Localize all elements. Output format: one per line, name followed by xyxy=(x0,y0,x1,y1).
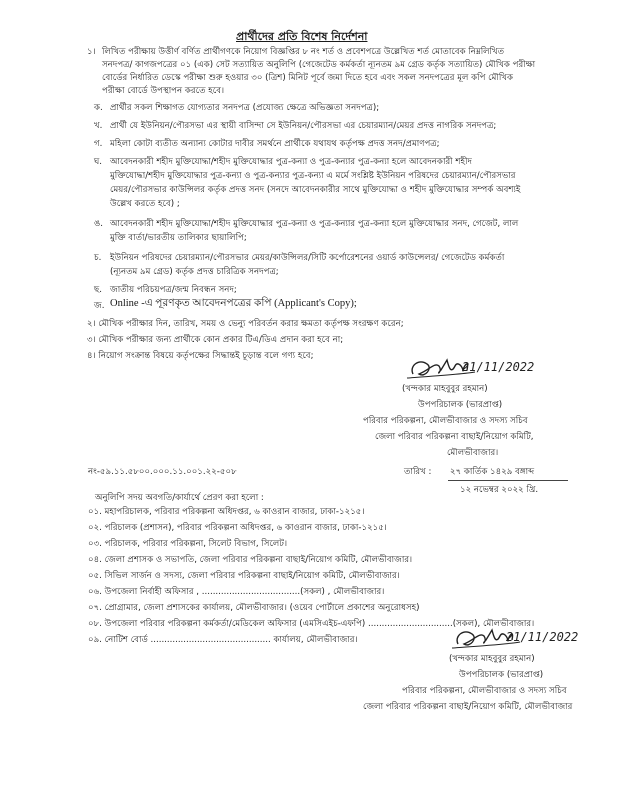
item-label: জ. xyxy=(94,301,105,311)
item-label: ছ. xyxy=(94,285,102,295)
item-line: প্রার্থীর সকল শিক্ষাগত যোগ্যতার সনদপত্র (প্রযোজ্য ক্ষেত্রে অভিজ্ঞতা সনদপত্র); xyxy=(110,103,380,113)
item-line: মুক্তিযোদ্ধা/শহীদ মুক্তিযোদ্ধার পুত্র-কন্যা ও পুত্র-কন্যার পুত্র-কন্যা এ মর্মে সংশ্লিষ্ট ইউনিয়ন পরিষদের চেয়ারম্যান/পৌরসভার xyxy=(110,171,516,181)
item-line: প্রার্থী যে ইউনিয়ন/পৌরসভা এর স্থায়ী বাসিন্দা সে ইউনিয়ন/পৌরসভা এর চেয়ারম্যান/মেয়র প্রদত্ত নাগরিক সনদপত্র; xyxy=(110,121,497,131)
item-line: মহিলা কোটা ব্যতীত অন্যান্য কোটার দাবীর সমর্থনে প্রার্থীকে যথাযথ কর্তৃপক্ষ প্রদত্ত সনদ/প্রমাণপত্র; xyxy=(110,139,440,149)
para2: ২। মৌখিক পরীক্ষার দিন, তারিখ, সময় ও ভেন্যু পরিবর্তন করার ক্ষমতা কর্তৃপক্ষ সংরক্ষণ করেন; xyxy=(87,319,404,329)
copy-item: ০৪. জেলা প্রশাসক ও সভাপতি, জেলা পরিবার পরিকল্পনা বাছাই/নিয়োগ কমিটি, মৌলভীবাজার। xyxy=(88,555,413,565)
copy-item: ০৭. প্রোগ্রামার, জেলা প্রশাসকের কার্যালয়, মৌলভীবাজার। (ওয়েব পোর্টালে প্রকাশের অনুরোধসহ) xyxy=(88,603,420,613)
copy-intro: অনুলিপি সদয় অবগতি/কার্যার্থে প্রেরণ করা হলো : xyxy=(95,493,264,503)
item-line: মুক্তি বার্তা/ভারতীয় তালিকার ছায়ালিপি; xyxy=(110,233,247,243)
item-line: আবেদনকারী শহীদ মুক্তিযোদ্ধা/শহীদ মুক্তিযোদ্ধার পুত্র-কন্যা ও পুত্র-কন্যার পুত্র-কন্যা হলে মুক্তিযোদ্ধার সনদ, গেজেট, লাল xyxy=(110,219,519,229)
para4: ৪। নিয়োগ সংক্রান্ত বিষয়ে কর্তৃপক্ষের সিদ্ধান্তই চূড়ান্ত বলে গণ্য হবে; xyxy=(87,351,314,361)
item-label: গ. xyxy=(94,139,103,149)
para1-line: লিখিত পরীক্ষায় উত্তীর্ণ বর্ণিত প্রার্থীগণকে নিয়োগ বিজ্ঞপ্তির ৮ নং শর্ত ও প্রবেশপত্রে উল্লেখিত শর্ত মোতাবেক নিম্নলিখিত xyxy=(102,47,505,57)
item-label: খ. xyxy=(94,121,103,131)
item-line: (ন্যূনতম ৯ম গ্রেড) কর্তৃক প্রদত্ত চারিত্রিক সনদপত্র; xyxy=(110,267,279,277)
para3: ৩। মৌখিক পরীক্ষার জন্য প্রার্থীকে কোন প্রকার টিএ/ডিএ প্রদান করা হবে না; xyxy=(87,335,344,345)
signatory-org: পরিবার পরিকল্পনা, মৌলভীবাজার ও সদস্য সচিব xyxy=(363,416,528,426)
para1-number: ১। xyxy=(87,47,96,57)
item-label: ঘ. xyxy=(94,157,103,167)
item-line: মেয়র/পৌরসভার কাউন্সিলর কর্তৃক প্রদত্ত সনদ (সনদে আবেদনকারীর সাথে মুক্তিযোদ্ধা ও শহীদ মুক্তিযোদ্ধার সম্পর্ক অবশ্যই xyxy=(110,185,521,195)
date-bangla: ২৭ কার্তিক ১৪২৯ বঙ্গাব্দ xyxy=(450,467,535,477)
signature-date: 21/11/2022 xyxy=(506,630,579,644)
memo-number: নং-৫৯.১১.৫৮০০.০০০.১১.০০১.২২-৫০৮ xyxy=(88,467,237,477)
signatory-committee: জেলা পরিবার পরিকল্পনা বাছাই/নিয়োগ কমিটি, xyxy=(375,432,534,442)
signatory-committee: জেলা পরিবার পরিকল্পনা বাছাই/নিয়োগ কমিটি, মৌলভীবাজার xyxy=(363,702,573,712)
date-label: তারিখ : xyxy=(404,467,432,477)
para1-line: পরীক্ষা বোর্ডে উপস্থাপন করতে হবে। xyxy=(102,86,225,96)
date-divider xyxy=(448,480,568,481)
copy-item: ০৩. পরিচালক, পরিবার পরিকল্পনা, সিলেট বিভাগ, সিলেট। xyxy=(88,539,288,549)
signatory-designation: উপপরিচালক (ভারপ্রাপ্ত) xyxy=(459,670,544,680)
item-line: ইউনিয়ন পরিষদের চেয়ারম্যান/পৌরসভার মেয়র/কাউন্সিলর/সিটি কর্পোরেশনের ওয়ার্ড কাউন্সেলর/ গেজেটেড কর্মকর্তা xyxy=(110,253,505,263)
item-label: ক. xyxy=(94,103,103,113)
copy-item: ০৫. সিভিল সার্জন ও সদস্য, জেলা পরিবার পরিকল্পনা বাছাই/নিয়োগ কমিটি, মৌলভীবাজার। xyxy=(88,571,400,581)
item-line: Online -এ পূরণকৃত আবেদনপত্রের কপি (Applicant's Copy); xyxy=(110,298,357,309)
para1-line: বোর্ডের নির্ধারিত ডেস্কে পরীক্ষা শুরু হওয়ার ৩০ (ত্রিশ) মিনিট পূর্বে জমা দিতে হবে এবং সকল সনদপত্রের মূল কপি মৌখিক xyxy=(102,73,513,83)
item-line: জাতীয় পরিচয়পত্র/জন্ম নিবন্ধন সনদ; xyxy=(110,285,237,295)
item-line: উল্লেখ করতে হবে) ; xyxy=(110,199,180,209)
item-label: ঙ. xyxy=(94,219,104,229)
signature-date: 21/11/2022 xyxy=(462,360,535,374)
item-line: আবেদনকারী শহীদ মুক্তিযোদ্ধা/শহীদ মুক্তিযোদ্ধার পুত্র-কন্যা ও পুত্র-কন্যার পুত্র-কন্যা হলে আবেদনকারী শহীদ xyxy=(110,157,472,167)
copy-item: ০২. পরিচালক (প্রশাসন), পরিবার পরিকল্পনা অধিদপ্তর, ৬ কাওরান বাজার, ঢাকা-১২১৫। xyxy=(88,523,387,533)
date-english: ১২ নভেম্বর ২০২২ খ্রি. xyxy=(460,485,539,495)
copy-item: ০৬. উপজেলা নির্বাহী অফিসার , ....................................(সকল) , মৌলভীবাজার। xyxy=(88,587,385,597)
document-title: প্রার্থীদের প্রতি বিশেষ নির্দেশনা xyxy=(236,30,368,43)
signatory-designation: উপপরিচালক (ভারপ্রাপ্ত) xyxy=(418,400,503,410)
item-label: চ. xyxy=(94,253,102,263)
signatory-name: (খন্দকার মাহবুবুর রহমান) xyxy=(449,654,535,664)
copy-item: ০৮. উপজেলা পরিবার পরিকল্পনা কর্মকর্তা/মেডিকেল অফিসার (এমসিএইচ-এফপি) ...............................(সকল), মৌলভীবাজার। xyxy=(88,619,535,629)
signatory-org: পরিবার পরিকল্পনা, মৌলভীবাজার ও সদস্য সচিব xyxy=(402,686,567,696)
signatory-name: (খন্দকার মাহবুবুর রহমান) xyxy=(402,384,488,394)
copy-item: ০৯. নোটিশ বোর্ড ............................................ কার্যালয়, মৌলভীবাজার। xyxy=(88,635,358,645)
copy-item: ০১. মহাপরিচালক, পরিবার পরিকল্পনা অধিদপ্তর, ৬ কাওরান বাজার, ঢাকা-১২১৫। xyxy=(88,507,365,517)
signatory-location: মৌলভীবাজার। xyxy=(447,448,499,458)
para1-line: সনদপত্র/ কাগজপত্রের ০১ (এক) সেট সত্যায়িত অনুলিপি (গেজেটেড কর্মকর্তা ন্যূনতম ৯ম গ্রেড কর্তৃক সত্যায়িত) মৌখিক পরীক্ষা xyxy=(102,60,536,70)
